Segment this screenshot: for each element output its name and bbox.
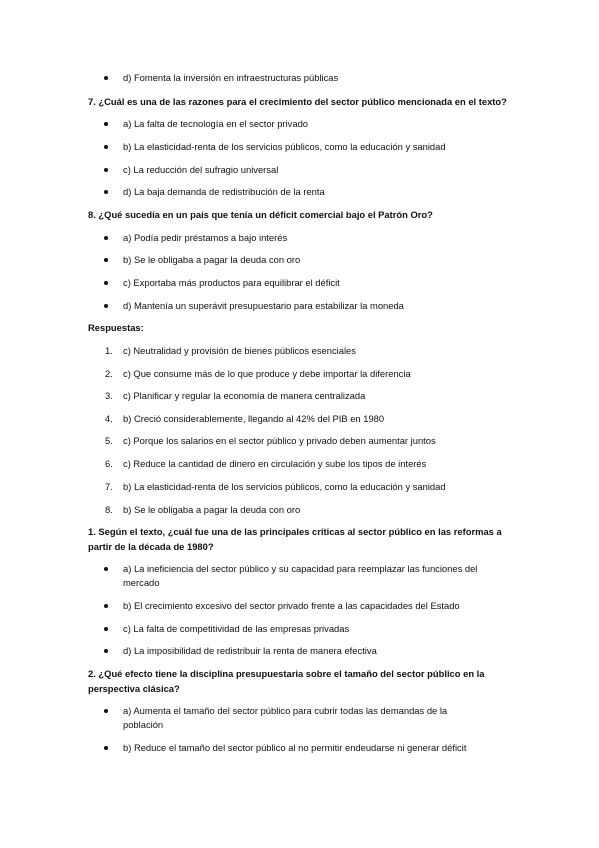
- bullet-icon: [104, 604, 108, 608]
- question-1: 1. Según el texto, ¿cuál fue una de las principales críticas al sector público en las reformas a: [88, 526, 502, 537]
- answers-heading: Respuestas:: [88, 322, 144, 333]
- bullet-icon: [104, 145, 108, 149]
- list-item: c) La reducción del sufragio universal: [123, 164, 279, 175]
- bullet-icon: [104, 304, 108, 308]
- list-item: c) La falta de competitividad de las empresas privadas: [123, 623, 350, 634]
- bullet-icon: [104, 746, 108, 750]
- bullet-icon: [104, 122, 108, 126]
- bullet-icon: [104, 281, 108, 285]
- answer-number: 3.: [105, 390, 113, 401]
- bullet-icon: [104, 627, 108, 631]
- list-item: b) El crecimiento excesivo del sector privado frente a las capacidades del Estado: [123, 600, 460, 611]
- answer-text: c) Que consume más de lo que produce y debe importar la diferencia: [123, 368, 411, 379]
- list-item: c) Exportaba más productos para equilibrar el déficit: [123, 277, 340, 288]
- list-item-cont: población: [123, 719, 164, 730]
- answer-number: 2.: [105, 368, 113, 379]
- list-item: d) La imposibilidad de redistribuir la renta de manera efectiva: [123, 645, 377, 656]
- list-item: d) Mantenía un superávit presupuestario para estabilizar la moneda: [123, 300, 404, 311]
- answer-number: 7.: [105, 481, 113, 492]
- answer-text: b) Creció considerablemente, llegando al 42% del PIB en 1980: [123, 413, 385, 424]
- answer-number: 4.: [105, 413, 113, 424]
- list-item: d) Fomenta la inversión en infraestructuras públicas: [123, 72, 339, 83]
- bullet-icon: [104, 190, 108, 194]
- answer-text: c) Reduce la cantidad de dinero en circulación y sube los tipos de interés: [123, 458, 427, 469]
- list-item: d) La baja demanda de redistribución de la renta: [123, 186, 325, 197]
- question-1-cont: partir de la década de 1980?: [88, 541, 214, 552]
- bullet-icon: [104, 236, 108, 240]
- bullet-icon: [104, 567, 108, 571]
- list-item: a) Aumenta el tamaño del sector público para cubrir todas las demandas de la: [123, 705, 448, 716]
- answer-text: c) Planificar y regular la economía de manera centralizada: [123, 390, 366, 401]
- answer-number: 1.: [105, 345, 113, 356]
- question-2-cont: perspectiva clásica?: [88, 683, 180, 694]
- answer-text: b) La elasticidad-renta de los servicios públicos, como la educación y sanidad: [123, 481, 446, 492]
- bullet-icon: [104, 76, 108, 80]
- bullet-icon: [104, 258, 108, 262]
- list-item: b) La elasticidad-renta de los servicios públicos, como la educación y sanidad: [123, 141, 446, 152]
- answer-text: b) Se le obligaba a pagar la deuda con oro: [123, 504, 301, 515]
- answer-number: 8.: [105, 504, 113, 515]
- list-item-cont: mercado: [123, 577, 160, 588]
- list-item: a) Podía pedir préstamos a bajo interés: [123, 232, 288, 243]
- question-2: 2. ¿Qué efecto tiene la disciplina presupuestaria sobre el tamaño del sector público en la: [88, 668, 485, 679]
- list-item: b) Reduce el tamaño del sector público al no permitir endeudarse ni generar déficit: [123, 742, 467, 753]
- list-item: a) La ineficiencia del sector público y su capacidad para reemplazar las funciones del: [123, 563, 478, 574]
- bullet-icon: [104, 649, 108, 653]
- answer-number: 6.: [105, 458, 113, 469]
- bullet-icon: [104, 168, 108, 172]
- answer-number: 5.: [105, 435, 113, 446]
- bullet-icon: [104, 709, 108, 713]
- question-8: 8. ¿Qué sucedía en un país que tenía un déficit comercial bajo el Patrón Oro?: [88, 209, 433, 220]
- answer-text: c) Porque los salarios en el sector público y privado deben aumentar juntos: [123, 435, 436, 446]
- answer-text: c) Neutralidad y provisión de bienes públicos esenciales: [123, 345, 356, 356]
- question-7: 7. ¿Cuál es una de las razones para el crecimiento del sector público mencionada en el texto?: [88, 96, 507, 107]
- list-item: a) La falta de tecnología en el sector privado: [123, 118, 309, 129]
- list-item: b) Se le obligaba a pagar la deuda con oro: [123, 254, 301, 265]
